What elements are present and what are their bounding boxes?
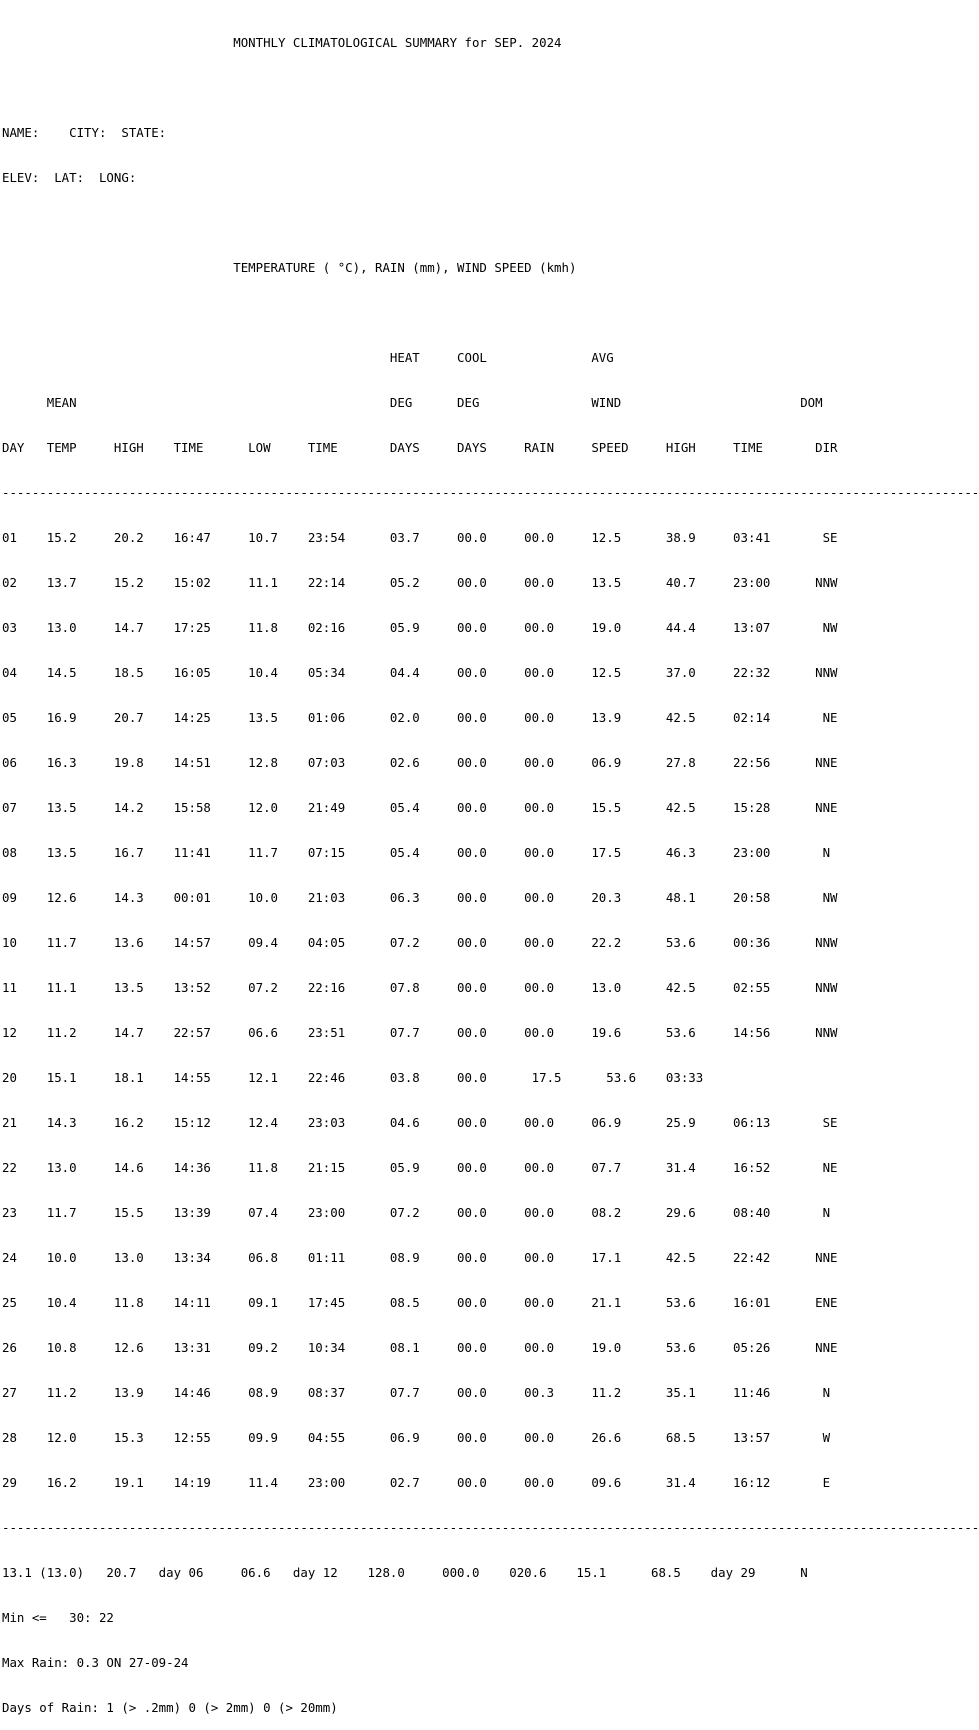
table-row: 26 10.8 12.6 13:31 09.2 10:34 08.1 00.0 00.0 19.0 53.6 05:26 NNE	[2, 1340, 838, 1355]
table-row: 01 15.2 20.2 16:47 10.7 23:54 03.7 00.0 00.0 12.5 38.9 03:41 SE	[2, 530, 838, 545]
table-row: 24 10.0 13.0 13:34 06.8 01:11 08.9 00.0 00.0 17.1 42.5 22:42 NNE	[2, 1250, 838, 1265]
column-header-row-3: DAY TEMP HIGH TIME LOW TIME DAYS DAYS RAIN SPEED HIGH TIME DIR	[2, 440, 838, 455]
blank-line	[2, 215, 952, 230]
table-row: 10 11.7 13.6 14:57 09.4 04:05 07.2 00.0 00.0 22.2 53.6 00:36 NNW	[2, 935, 838, 950]
column-header-row-2: MEAN DEG DEG WIND DOM	[2, 395, 823, 410]
days-of-rain-line: Days of Rain: 1 (> .2mm) 0 (> 2mm) 0 (> 20mm)	[2, 1700, 338, 1715]
table-row: 23 11.7 15.5 13:39 07.4 23:00 07.2 00.0 00.0 08.2 29.6 08:40 N	[2, 1205, 831, 1220]
report-title: MONTHLY CLIMATOLOGICAL SUMMARY for SEP. 2024	[2, 35, 562, 50]
blank-line	[2, 305, 952, 320]
table-row: 07 13.5 14.2 15:58 12.0 21:49 05.4 00.0 00.0 15.5 42.5 15:28 NNE	[2, 800, 838, 815]
station-location-line: ELEV: LAT: LONG:	[2, 170, 137, 185]
table-row: 04 14.5 18.5 16:05 10.4 05:34 04.4 00.0 00.0 12.5 37.0 22:32 NNW	[2, 665, 838, 680]
table-row: 28 12.0 15.3 12:55 09.9 04:55 06.9 00.0 00.0 26.6 68.5 13:57 W	[2, 1430, 831, 1445]
max-rain-line: Max Rain: 0.3 ON 27-09-24	[2, 1655, 189, 1670]
table-row: 11 11.1 13.5 13:52 07.2 22:16 07.8 00.0 00.0 13.0 42.5 02:55 NNW	[2, 980, 838, 995]
summary-row: 13.1 (13.0) 20.7 day 06 06.6 day 12 128.0 000.0 020.6 15.1 68.5 day 29 N	[2, 1565, 808, 1580]
table-row: 03 13.0 14.7 17:25 11.8 02:16 05.9 00.0 00.0 19.0 44.4 13:07 NW	[2, 620, 838, 635]
table-row: 29 16.2 19.1 14:19 11.4 23:00 02.7 00.0 00.0 09.6 31.4 16:12 E	[2, 1475, 831, 1490]
table-row: 27 11.2 13.9 14:46 08.9 08:37 07.7 00.0 00.3 11.2 35.1 11:46 N	[2, 1385, 831, 1400]
table-row: 02 13.7 15.2 15:02 11.1 22:14 05.2 00.0 00.0 13.5 40.7 23:00 NNW	[2, 575, 838, 590]
separator-line: -----------------------------------------------------------------------------------------------------------------------------------	[2, 485, 979, 500]
table-row: 06 16.3 19.8 14:51 12.8 07:03 02.6 00.0 00.0 06.9 27.8 22:56 NNE	[2, 755, 838, 770]
table-row: 21 14.3 16.2 15:12 12.4 23:03 04.6 00.0 00.0 06.9 25.9 06:13 SE	[2, 1115, 838, 1130]
units-line: TEMPERATURE ( °C), RAIN (mm), WIND SPEED (kmh)	[2, 260, 577, 275]
table-row: 05 16.9 20.7 14:25 13.5 01:06 02.0 00.0 00.0 13.9 42.5 02:14 NE	[2, 710, 838, 725]
column-header-row-1: HEAT COOL AVG	[2, 350, 614, 365]
table-row: 09 12.6 14.3 00:01 10.0 21:03 06.3 00.0 00.0 20.3 48.1 20:58 NW	[2, 890, 838, 905]
table-row: 22 13.0 14.6 14:36 11.8 21:15 05.9 00.0 00.0 07.7 31.4 16:52 NE	[2, 1160, 838, 1175]
station-name-line: NAME: CITY: STATE:	[2, 125, 167, 140]
min-temp-count: Min <= 30: 22	[2, 1610, 114, 1625]
table-row: 25 10.4 11.8 14:11 09.1 17:45 08.5 00.0 00.0 21.1 53.6 16:01 ENE	[2, 1295, 838, 1310]
separator-line: -----------------------------------------------------------------------------------------------------------------------------------	[2, 1520, 979, 1535]
table-row: 12 11.2 14.7 22:57 06.6 23:51 07.7 00.0 00.0 19.6 53.6 14:56 NNW	[2, 1025, 838, 1040]
blank-line	[2, 80, 952, 95]
table-row: 20 15.1 18.1 14:55 12.1 22:46 03.8 00.0 17.5 53.6 03:33	[2, 1070, 704, 1085]
table-row: 08 13.5 16.7 11:41 11.7 07:15 05.4 00.0 00.0 17.5 46.3 23:00 N	[2, 845, 831, 860]
